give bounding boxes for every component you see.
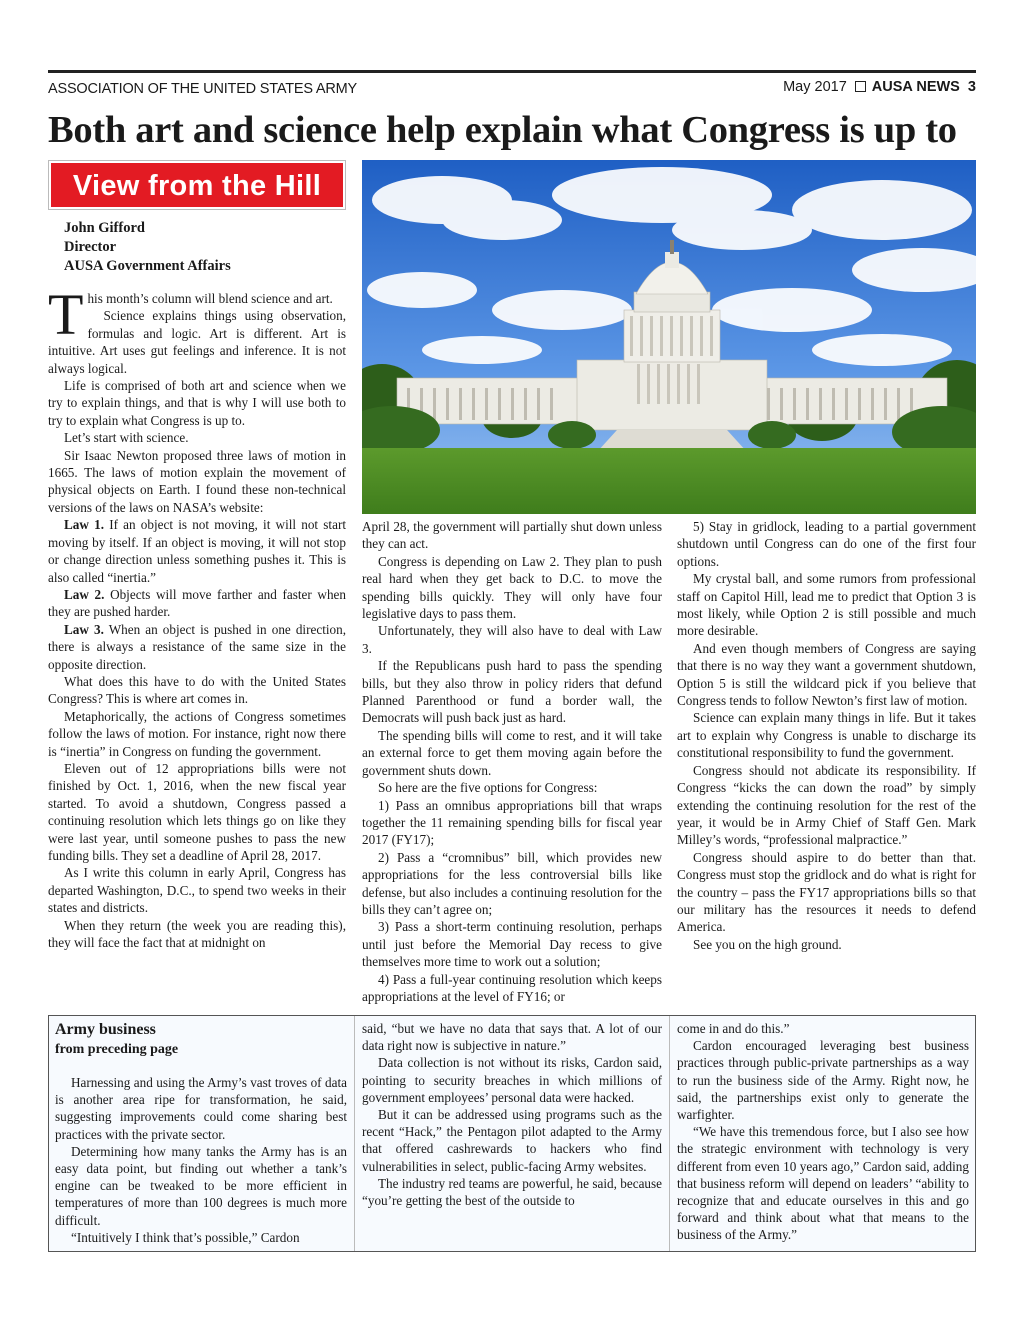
law-text: When an object is pushed in one direction, there is always a resistance of the same size in the opposite direction. xyxy=(48,621,347,672)
author-org: AUSA Government Affairs xyxy=(64,258,231,274)
paragraph: Science can explain many things in life. But it takes art to explain why Congress is unable to discharge its constitutional responsibility to fund the government. xyxy=(677,710,976,761)
article-column-2 xyxy=(362,518,662,1005)
lead-text: his month’s column will blend science and art. xyxy=(87,291,333,306)
paragraph: Congress is depending on Law 2. They plan to push real hard when they get back to D.C. to move the spending bills quickly. They will only have four legislative days to pass them. xyxy=(362,553,662,622)
author-name: John Gifford xyxy=(64,220,145,236)
law-label: Law 3. xyxy=(64,621,104,637)
option-item: 2) Pass a “cromnibus” bill, which provides new appropriations for the less controversial bills like defense, but also includes a continuing resolution for the bills they can’t agree on; xyxy=(362,849,662,917)
paragraph: Life is comprised of both art and science when we try to explain things, and that is why I will use both to try to explain what Congress is up to. xyxy=(48,378,346,428)
option-item: 5) Stay in gridlock, leading to a partial government shutdown until Congress can do one of the first four options. xyxy=(677,519,976,569)
paragraph: Data collection is not without its risks, Cardon said, pointing to security breaches in which millions of government employees’ personal data were hacked. xyxy=(362,1055,662,1105)
paragraph: “We have this tremendous force, but I also see how the strategic environment with technology is very different from even 10 years ago,” Cardon said, adding that business reform will depend on leaders’ “ability to recognize that and educate ourselves in this and go forward and think about what that means to the business of the Army.” xyxy=(677,1124,969,1243)
continued-story-box xyxy=(48,1015,976,1252)
author-title: Director xyxy=(64,239,117,255)
option-item: 3) Pass a short-term continuing resolution, perhaps until just before the Memorial Day recess to give themselves more time to work out a solution; xyxy=(362,919,662,970)
law-paragraph xyxy=(48,516,346,586)
paragraph: My crystal ball, and some rumors from professional staff on Capitol Hill, lead me to predict that Option 3 is most likely, while Option 2 is still possible and much more desirable. xyxy=(677,571,976,639)
paragraph: What does this have to do with the United States Congress? This is where art comes in. xyxy=(48,673,346,707)
capitol-photo xyxy=(362,160,976,514)
paragraph: Unfortunately, they will also have to deal with Law 3. xyxy=(362,623,662,656)
law-text: Objects will move farther and faster when they are pushed harder. xyxy=(48,586,346,620)
publication-name: AUSA NEWS xyxy=(871,79,960,95)
paragraph: Determining how many tanks the Army has is an easy data point, but finding out whether a tank’s engine can be tweaked to be more efficient in temperatures of more than 100 degrees is much more difficult. xyxy=(55,1143,347,1228)
law-text: If an object is not moving, it will not start moving by itself. If an object is moving, it will not stop or change direction unless something pushes it. This is also called “inertia.” xyxy=(48,517,346,585)
paragraph: As I write this column in early April, Congress has departed Washington, D.C., to spend two weeks in their states and districts. xyxy=(48,865,346,916)
organization-name: ASSOCIATION OF THE UNITED STATES ARMY xyxy=(48,81,357,97)
column-banner xyxy=(48,160,346,210)
paragraph: “Intuitively I think that’s possible,” Cardon xyxy=(71,1229,300,1245)
banner-label: View from the Hill xyxy=(51,163,343,207)
headline: Both art and science help explain what Congress is up to xyxy=(48,109,957,151)
byline xyxy=(64,219,231,276)
header-rule xyxy=(48,70,976,73)
option-item: 4) Pass a full-year continuing resolution which keeps appropriations at the level of FY16; or xyxy=(362,971,662,1004)
law-label: Law 2. xyxy=(64,586,105,602)
folio xyxy=(783,79,976,95)
column-divider xyxy=(354,1016,355,1251)
paragraph: If the Republicans push hard to pass the spending bills, but they also throw in policy riders that defund Planned Parenthood or fund a border wall, the Democrats will push back just as hard. xyxy=(362,658,662,726)
continued-column-2 xyxy=(362,1020,662,1209)
paragraph: When they return (the week you are reading this), they will face the fact that at midnight on xyxy=(48,917,346,951)
continued-title: Army business xyxy=(55,1021,156,1038)
law-paragraph xyxy=(48,586,346,621)
continued-jumpline: from preceding page xyxy=(55,1042,179,1057)
paragraph: So here are the five options for Congress: xyxy=(378,780,598,796)
checkbox-icon xyxy=(855,81,866,92)
drop-cap: T xyxy=(48,282,84,347)
option-item: 1) Pass an omnibus appropriations bill that wraps together the 11 remaining spending bills for fiscal year 2017 (FY17); xyxy=(362,797,662,848)
sign-off: See you on the high ground. xyxy=(693,936,842,952)
column-divider xyxy=(669,1016,670,1251)
paragraph: Congress should not abdicate its responsibility. If Congress “kicks the can down the road” by simply extending the continuing resolution for the rest of the year, it would be in Army Chief of Staff Gen. Mark Milley’s words, “professional malpractice.” xyxy=(677,762,976,848)
paragraph: said, “but we have no data that says that. A lot of our data right now is subjective in nature.” xyxy=(362,1021,662,1054)
paragraph: Cardon encouraged leveraging best business practices through public-private partnerships as a way to run the business side of the Army. Right now, he said, the partnerships exist only to generate the warfighter. xyxy=(677,1038,969,1123)
paragraph: come in and do this.” xyxy=(677,1021,790,1036)
continued-column-1 xyxy=(55,1020,347,1246)
law-label: Law 1. xyxy=(64,517,104,533)
paragraph: Harnessing and using the Army’s vast troves of data is another area ripe for transformation, he said, suggesting improvements could come sharing best practices with the private sector. xyxy=(55,1075,347,1142)
article-column-3 xyxy=(677,518,976,953)
paragraph: The spending bills will come to rest, and it will take an external force to get them moving again before the government shuts down. xyxy=(362,727,662,778)
paragraph: Congress should aspire to do better than that. Congress must stop the gridlock and do what is right for the country – pass the FY17 appropriations bills so that our military has the resources it needs to defend America. xyxy=(677,849,976,935)
law-paragraph xyxy=(48,621,346,673)
paragraph: And even though members of Congress are saying that there is no way they want a government shutdown, Option 5 is still the wildcard pick if you believe that Congress tends to follow Newton’s first law of motion. xyxy=(677,640,976,709)
paragraph: Eleven out of 12 appropriations bills were not finished by Oct. 1, 2016, when the new fiscal year started. To avoid a shutdown, Congress passed a continuing resolution which lets things go on like they were last year, until someone pushes to pass the new funding bills. They set a deadline of April 28, 2017. xyxy=(48,760,346,863)
issue-date: May 2017 xyxy=(783,79,847,95)
article-column-1 xyxy=(48,282,347,951)
paragraph: But it can be addressed using programs such as the recent “Hack,” the Pentagon pilot adapted to the Army that offered cashrewards to hackers who find vulnerabilities in select, public-facing Army websites. xyxy=(362,1107,662,1174)
continued-column-3 xyxy=(677,1020,969,1244)
paragraph: Sir Isaac Newton proposed three laws of motion in 1665. The laws of motion explain the movement of physical objects on Earth. I found these non-technical versions of the laws on NASA’s website: xyxy=(48,447,346,515)
page-number: 3 xyxy=(967,79,976,95)
paragraph: Science explains things using observation, formulas and logic. Art is different. Art is intuitive. Art uses gut feelings and inference. It is not always logical. xyxy=(48,308,346,376)
paragraph: April 28, the government will partially shut down unless they can act. xyxy=(362,519,662,552)
paragraph: The industry red teams are powerful, he said, because “you’re getting the best of the outside to xyxy=(362,1175,662,1209)
paragraph: Let’s start with science. xyxy=(64,430,189,446)
paragraph: Metaphorically, the actions of Congress sometimes follow the laws of motion. For instance, right now there is “inertia” in Congress on funding the government. xyxy=(48,708,346,759)
